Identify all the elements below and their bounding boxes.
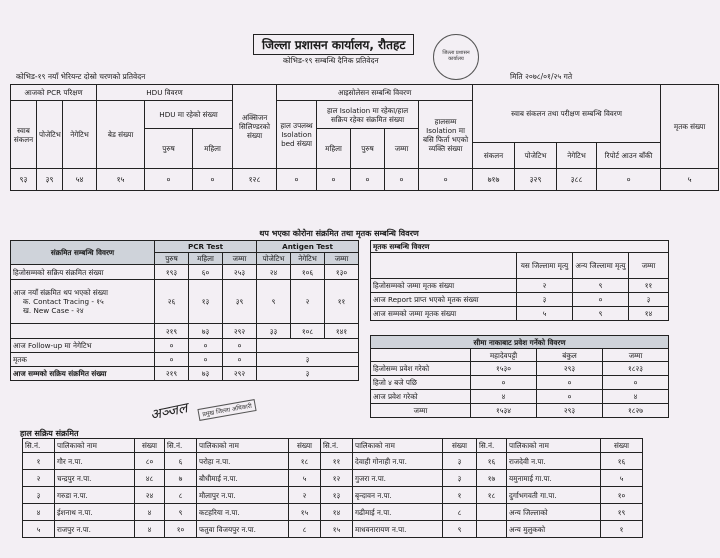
cell: २	[23, 470, 55, 487]
cell: २५३	[223, 265, 257, 280]
cell: फतुवा विजयपुर न.पा.	[197, 521, 289, 538]
table-row	[11, 280, 359, 324]
row-label: हिजोसम्मको सक्रिय संक्रमित संख्या	[11, 265, 155, 280]
value-cell: ०	[193, 169, 233, 191]
col-antigen-positive: पोजेटिभ	[257, 253, 291, 265]
col-beds: बेड संख्या	[97, 101, 145, 169]
col-count: संख्या	[135, 439, 165, 453]
value-cell: १२८	[233, 169, 277, 191]
col-count: संख्या	[601, 439, 643, 453]
table-row	[11, 353, 359, 367]
col-municipality: पालिकाको नाम	[55, 439, 135, 453]
cell: ७	[165, 470, 197, 487]
table-row	[371, 362, 669, 376]
report-phase-label: कोभिड-१९ नयाँ भेरियन्ट दोस्रो चरणको प्रतिवेदन	[16, 72, 146, 81]
cell: ०	[537, 390, 603, 404]
cell: ३३	[257, 324, 291, 339]
cell: ३	[443, 453, 477, 470]
cell: ३	[517, 293, 573, 307]
cell: देवाही गोनाही न.पा.	[353, 453, 443, 470]
col-antigen-total: जम्मा	[325, 253, 359, 265]
col-bankul: बंकुल	[537, 349, 603, 362]
cell: २१९	[155, 324, 189, 339]
cell: ईशनाथ न.पा.	[55, 504, 135, 521]
cell: १५३४	[471, 404, 537, 418]
cell: अन्य जिल्लाको	[507, 504, 601, 521]
cell: गरुडा न.पा.	[55, 487, 135, 504]
cell: ८	[443, 504, 477, 521]
value-cell: ७१७	[473, 169, 515, 191]
isolation-header: आइसोलेसन सम्बन्धि विवरण	[277, 85, 473, 101]
cell: २९२	[223, 367, 257, 381]
col-hdu-admitted: HDU मा रहेको संख्या	[145, 101, 233, 129]
swab-header: स्वाब संकलन तथा परीक्षण सम्बन्धि विवरण	[473, 85, 661, 143]
office-seal	[433, 34, 479, 80]
value-cell: ०	[317, 169, 351, 191]
office-title: जिल्ला प्रशासन कार्यालय, रौतहट	[253, 34, 414, 55]
table-row	[11, 367, 359, 381]
blank-cell	[371, 253, 517, 279]
cell: १८२७	[603, 404, 669, 418]
table-row	[23, 470, 643, 487]
cell: ६०	[189, 265, 223, 280]
cell: गौर न.पा.	[55, 453, 135, 470]
cell: ९	[257, 280, 291, 324]
cell: बृन्दावन न.पा.	[353, 487, 443, 504]
cell: ४	[23, 504, 55, 521]
table-row	[371, 376, 669, 390]
oxygen-header: अक्सिजन सिलिण्डरको संख्या	[233, 85, 277, 169]
infected-header: संक्रमित सम्बन्धि विवरण	[11, 241, 155, 265]
cell: १८२३	[603, 362, 669, 376]
value-cell: ३२९	[515, 169, 557, 191]
cell: ३	[23, 487, 55, 504]
row-label: आज Follow-up मा नेगेटिभ	[11, 339, 155, 353]
cell: ५	[23, 521, 55, 538]
cell: १३	[189, 280, 223, 324]
signature: अञ्जल	[148, 400, 189, 424]
cell: ७३	[189, 324, 223, 339]
cell: २१९	[155, 367, 189, 381]
col-hdu-female: महिला	[193, 129, 233, 169]
cell: १३	[321, 487, 353, 504]
deaths-table	[370, 240, 669, 321]
cell: १०८	[291, 324, 325, 339]
cell: ५	[601, 470, 643, 487]
cell: १८	[289, 453, 321, 470]
col-count: संख्या	[289, 439, 321, 453]
cell: ४	[603, 390, 669, 404]
cell: ९	[165, 504, 197, 521]
cell: १०	[165, 521, 197, 538]
cell: ८०	[135, 453, 165, 470]
cell: ०	[189, 339, 223, 353]
cell: २९३	[537, 362, 603, 376]
cell: बौधीमाई न.पा.	[197, 470, 289, 487]
col-report-pending: रिपोर्ट आउन बाँकी	[597, 143, 661, 169]
cell: ०	[189, 353, 223, 367]
table-row	[371, 293, 669, 307]
col-antigen-negative: नेगेटिभ	[291, 253, 325, 265]
cell	[477, 521, 507, 538]
cell: १९३	[155, 265, 189, 280]
new-case-label: ख. New Case - २४	[23, 306, 84, 315]
table-row	[11, 339, 359, 353]
seal-text: जिल्ला प्रशासन कार्यालय	[442, 50, 470, 62]
pcr-test-header: PCR Test	[155, 241, 257, 253]
cell: १०६	[291, 265, 325, 280]
blank-cell	[371, 349, 471, 362]
cell	[477, 504, 507, 521]
border-header: सीमा नाकाबाट प्रवेश गर्नेको विवरण	[371, 336, 669, 349]
cell: ०	[223, 353, 257, 367]
cell: ६	[165, 453, 197, 470]
cell: ५	[289, 470, 321, 487]
cell: २४	[257, 265, 291, 280]
row-label: आज प्रवेश गरेको	[371, 390, 471, 404]
col-municipality: पालिकाको नाम	[197, 439, 289, 453]
table-row	[11, 265, 359, 280]
cell: १२	[321, 470, 353, 487]
cell: गुजरा न.पा.	[353, 470, 443, 487]
row-label: जम्मा	[371, 404, 471, 418]
col-municipality: पालिकाको नाम	[353, 439, 443, 453]
cell: परोहा न.पा.	[197, 453, 289, 470]
deaths-header: मृतक सम्बन्धि विवरण	[371, 241, 669, 253]
cell: ४	[135, 521, 165, 538]
cell: २	[289, 487, 321, 504]
cell: १५३०	[471, 362, 537, 376]
cell: १४१	[325, 324, 359, 339]
table-row	[371, 307, 669, 321]
cell: ०	[603, 376, 669, 390]
cell: १५	[289, 504, 321, 521]
table-row	[11, 324, 359, 339]
col-count: संख्या	[443, 439, 477, 453]
death-count-header: मृतक संख्या	[661, 85, 719, 169]
cell: ११	[629, 279, 669, 293]
row-label: हिजोसम्म प्रवेश गरेको	[371, 362, 471, 376]
cell: दुर्गाभगवती गा.पा.	[507, 487, 601, 504]
col-other-district: अन्य जिल्लामा मृत्यु	[573, 253, 629, 279]
value-cell: १५	[97, 169, 145, 191]
pcr-header: आजको PCR परिक्षण	[11, 85, 97, 101]
active-cases-title: हाल सक्रिय संक्रमित	[20, 429, 79, 438]
col-iso-female: महिला	[317, 129, 351, 169]
summary-values-row	[11, 169, 719, 191]
cell: २९३	[537, 404, 603, 418]
value-cell: ३८८	[557, 169, 597, 191]
col-iso-total: जम्मा	[385, 129, 419, 169]
cell: ८	[165, 487, 197, 504]
new-cases-label: आज नयाँ संक्रमित थप भएको संख्या	[13, 288, 108, 297]
cell: १९	[601, 504, 643, 521]
cell: ९	[573, 279, 629, 293]
cell: १७	[477, 470, 507, 487]
col-iso-current: हाल Isolation मा रहेका/हाल सक्रिय रहेका संक्रमित संख्या	[317, 101, 419, 129]
cell: ०	[155, 353, 189, 367]
table-row	[23, 453, 643, 470]
cell: राजदेवी न.पा.	[507, 453, 601, 470]
cell: ९	[573, 307, 629, 321]
row-label: हिजोसम्मको जम्मा मृतक संख्या	[371, 279, 517, 293]
col-total: जम्मा	[603, 349, 669, 362]
col-total: जम्मा	[223, 253, 257, 265]
daily-summary-table	[10, 84, 719, 191]
col-total: जम्मा	[629, 253, 669, 279]
cell: ०	[537, 376, 603, 390]
col-male: पुरुष	[155, 253, 189, 265]
cell: १५	[321, 521, 353, 538]
value-cell: ५४	[63, 169, 97, 191]
table-row	[23, 521, 643, 538]
antigen-test-header: Antigen Test	[257, 241, 359, 253]
cell: २६	[155, 280, 189, 324]
cell: राजपुर न.पा.	[55, 521, 135, 538]
row-label	[11, 324, 155, 339]
cell: २	[291, 280, 325, 324]
col-swab: स्वाब संकलन	[11, 101, 37, 169]
cell: १६	[477, 453, 507, 470]
col-hdu-male: पुरुष	[145, 129, 193, 169]
row-label: आज सम्मको जम्मा मृतक संख्या	[371, 307, 517, 321]
value-cell: ०	[597, 169, 661, 191]
cell: कटहरिया न.पा.	[197, 504, 289, 521]
value-cell: ०	[277, 169, 317, 191]
table-row	[23, 504, 643, 521]
cell: २	[517, 279, 573, 293]
cell: ३	[629, 293, 669, 307]
col-negative: नेगेटिभ	[63, 101, 97, 169]
border-entry-table	[370, 335, 669, 418]
cell: १४	[629, 307, 669, 321]
cell: १	[443, 487, 477, 504]
table-row	[371, 279, 669, 293]
value-cell: ०	[419, 169, 473, 191]
report-subtitle: कोभिड-१९ सम्बन्धि दैनिक प्रतिवेदन	[283, 56, 379, 65]
value-cell: ९३	[11, 169, 37, 191]
cell: ०	[223, 339, 257, 353]
cell: ३	[443, 470, 477, 487]
cell: १६	[601, 453, 643, 470]
col-collected: संकलन	[473, 143, 515, 169]
cell: ३	[257, 367, 359, 381]
cell: १०	[601, 487, 643, 504]
col-sn: सि.नं.	[321, 439, 353, 453]
cell: १	[601, 521, 643, 538]
row-label: हिजो ४ बजे पछि	[371, 376, 471, 390]
col-female: महिला	[189, 253, 223, 265]
cell: १	[23, 453, 55, 470]
cell: ११	[325, 280, 359, 324]
cell: १८	[477, 487, 507, 504]
infected-table	[10, 240, 359, 381]
table-row	[371, 404, 669, 418]
col-municipality: पालिकाको नाम	[507, 439, 601, 453]
cell: १४	[321, 504, 353, 521]
value-cell: ०	[145, 169, 193, 191]
cell: ३	[257, 353, 359, 367]
cell: ०	[471, 376, 537, 390]
col-iso-male: पुरुष	[351, 129, 385, 169]
col-mahadevpatti: महादेवपट्टी	[471, 349, 537, 362]
row-label: आज सम्मको सक्रिय संक्रमित संख्या	[11, 367, 155, 381]
active-cases-table	[22, 438, 643, 538]
cell: १३०	[325, 265, 359, 280]
table-row	[371, 390, 669, 404]
cell: ४८	[135, 470, 165, 487]
official-stamp: प्रमुख जिल्ला अधिकारी	[197, 399, 256, 421]
col-sn: सि.नं.	[165, 439, 197, 453]
cell: ४	[135, 504, 165, 521]
value-cell: ३९	[37, 169, 63, 191]
row-label: आज Report प्राप्त भएको मृतक संख्या	[371, 293, 517, 307]
cell: ०	[155, 339, 189, 353]
cell: चन्द्रपुर न.पा.	[55, 470, 135, 487]
value-cell: ०	[351, 169, 385, 191]
cell: ३९	[223, 280, 257, 324]
table-row	[23, 487, 643, 504]
col-sn: सि.नं.	[23, 439, 55, 453]
contact-tracing-label: क. Contact Tracing - १५	[23, 297, 104, 306]
cell: ७३	[189, 367, 223, 381]
section-title: थप भएका कोरोना संक्रमित तथा मृतक सम्बन्धि विवरण	[259, 229, 419, 238]
cell: ०	[573, 293, 629, 307]
col-iso-beds: हाल उपलब्ध Isolation bed संख्या	[277, 101, 317, 169]
col-iso-discharged: हालसम्म Isolation मा बसि फिर्ता भएको व्यक्ति संख्या	[419, 101, 473, 169]
cell: माधवनारायण न.पा.	[353, 521, 443, 538]
row-label: मृतक	[11, 353, 155, 367]
row-label	[11, 280, 155, 324]
value-cell: ५	[661, 169, 719, 191]
cell: अन्य मुलुकको	[507, 521, 601, 538]
cell: ११	[321, 453, 353, 470]
cell: गढीमाई न.पा.	[353, 504, 443, 521]
cell: ९	[443, 521, 477, 538]
cell: ८	[289, 521, 321, 538]
cell: यमुनामाई गा.पा.	[507, 470, 601, 487]
col-sn: सि.नं.	[477, 439, 507, 453]
col-swab-positive: पोजेटिभ	[515, 143, 557, 169]
cell: २९२	[223, 324, 257, 339]
cell	[257, 339, 359, 353]
cell: २४	[135, 487, 165, 504]
col-this-district: यस जिल्लामा मृत्यु	[517, 253, 573, 279]
cell: ५	[517, 307, 573, 321]
hdu-header: HDU विवरण	[97, 85, 233, 101]
report-date: मिति २०७८/०१/२५ गते	[510, 72, 573, 81]
cell: ४	[471, 390, 537, 404]
cell: मौलापुर न.पा.	[197, 487, 289, 504]
value-cell: ०	[385, 169, 419, 191]
col-positive: पोजेटिभ	[37, 101, 63, 169]
col-swab-negative: नेगेटिभ	[557, 143, 597, 169]
